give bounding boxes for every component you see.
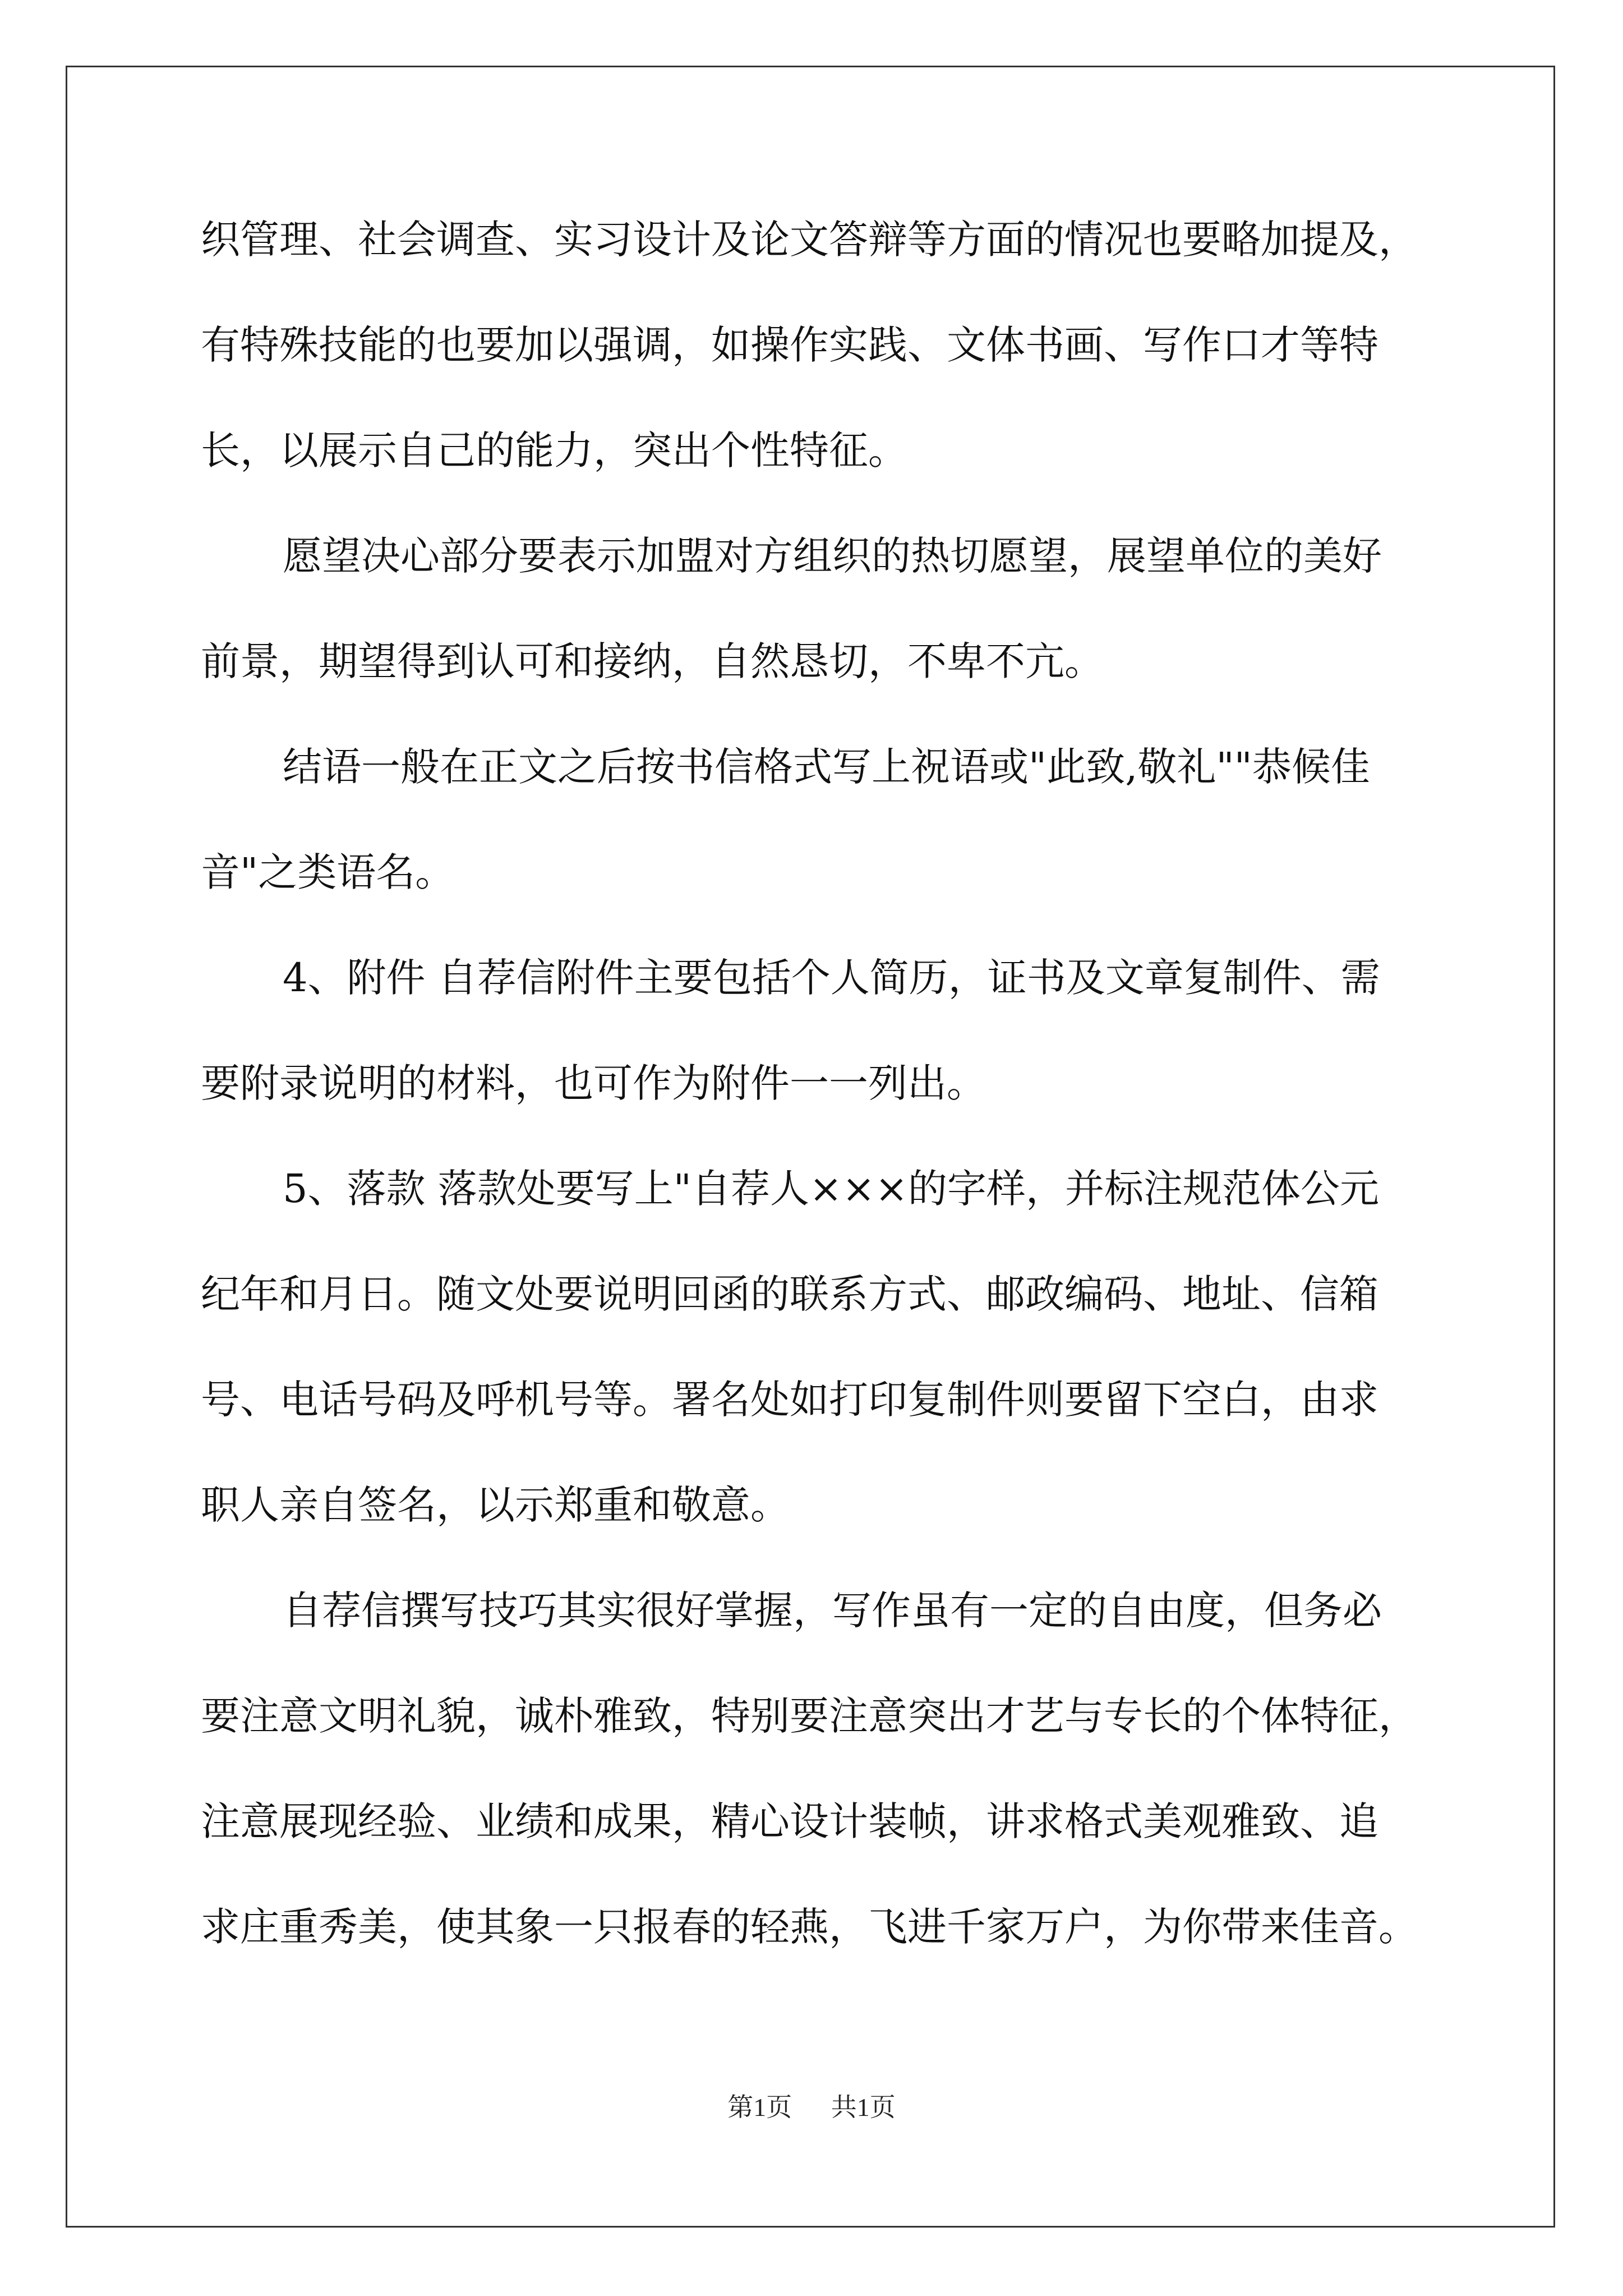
text-line-9: 要附录说明的材料，也可作为附件一一列出。	[201, 1060, 986, 1106]
text-line-17: 求庄重秀美，使其象一只报春的轻燕，飞进千家万户，为你带来佳音。	[201, 1904, 1418, 1950]
text-line-5: 前景，期望得到认可和接纳，自然恳切，不卑不亢。	[201, 638, 1104, 684]
text-line-4: 愿望决心部分要表示加盟对方组织的热切愿望，展望单位的美好	[283, 533, 1382, 579]
text-line-16: 注意展现经验、业绩和成果，精心设计装帧，讲求格式美观雅致、追	[201, 1798, 1378, 1844]
text-line-10: 5、落款 落款处要写上"自荐人×××的字样，并标注规范体公元	[283, 1166, 1379, 1212]
text-line-3: 长，以展示自己的能力，突出个性特征。	[201, 427, 907, 473]
text-line-1: 织管理、社会调查、实习设计及论文答辩等方面的情况也要略加提及，	[201, 217, 1418, 263]
page-total: 共1页	[831, 2093, 896, 2122]
text-line-8: 4、附件 自荐信附件主要包括个人简历，证书及文章复制件、需	[283, 955, 1380, 1001]
page-number: 第1页	[727, 2093, 792, 2122]
text-line-13: 职人亲自签名，以示郑重和敬意。	[201, 1482, 790, 1528]
text-line-14: 自荐信撰写技巧其实很好掌握，写作虽有一定的自由度，但务必	[283, 1588, 1382, 1634]
text-line-7: 音"之类语名。	[201, 849, 455, 895]
text-line-6: 结语一般在正文之后按书信格式写上祝语或"此致,敬礼""恭候佳	[283, 744, 1370, 790]
text-line-12: 号、电话号码及呼机号等。署名处如打印复制件则要留下空白，由求	[201, 1377, 1378, 1423]
text-line-15: 要注意文明礼貌，诚朴雅致，特别要注意突出才艺与专长的个体特征，	[201, 1693, 1418, 1739]
text-line-2: 有特殊技能的也要加以强调，如操作实践、文体书画、写作口才等特	[201, 322, 1378, 368]
text-line-11: 纪年和月日。随文处要说明回函的联系方式、邮政编码、地址、信箱	[201, 1271, 1378, 1317]
page-footer	[0, 2087, 1623, 2124]
